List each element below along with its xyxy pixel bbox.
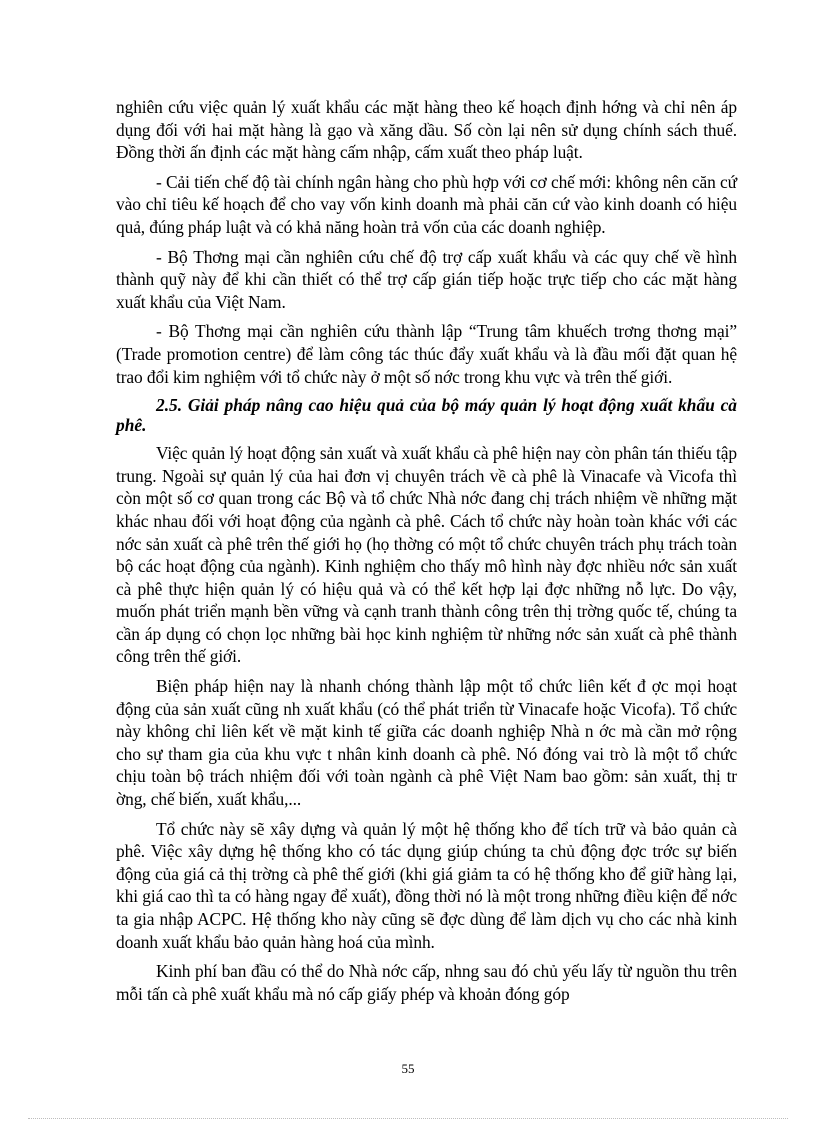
- page-body: [116, 96, 737, 1012]
- page-bottom-divider: [28, 1118, 788, 1119]
- section-heading-2-5: 2.5. Giải pháp nâng cao hiệu quả của bộ máy quản lý hoạt động xuất khẩu cà phê.: [116, 395, 737, 436]
- paragraph-warehouse-system: Tổ chức này sẽ xây dựng và quản lý một hệ thống kho để tích trữ và bảo quản cà phê. Việc xây dựng hệ thống kho có tác dụng giúp chúng ta chủ động đợc trớc sự biến động của giá cả thị trờng cà phê thế giới (khi giá giảm ta có hệ thống kho để giữ hàng lại, khi giá cao thì ta có hàng ngay để xuất), đồng thời nó là một trong những điều kiện để nớc ta gia nhập ACPC. Hệ thống kho này cũng sẽ đợc dùng để làm dịch vụ cho các nhà kinh doanh xuất khẩu bảo quản hàng hoá của mình.: [116, 818, 737, 952]
- paragraph-trade-promotion: - Bộ Thơng mại cần nghiên cứu thành lập “Trung tâm khuếch trơng thơng mại” (Trade promotion centre) để làm công tác thúc đẩy xuất khẩu và là đầu mối đặt quan hệ trao đổi kim nghiệm với tổ chức này ở một số nớc trong khu vực và trên thế giới.: [116, 321, 737, 387]
- paragraph-finance-reform: - Cải tiến chế độ tài chính ngân hàng cho phù hợp với cơ chế mới: không nên căn cứ vào chỉ tiêu kế hoạch để cho vay vốn kinh doanh mà phải căn cứ vào kinh doanh có hiệu quả, đúng pháp luật và có khả năng hoàn trả vốn của các doanh nghiệp.: [116, 171, 737, 237]
- paragraph-continuation: nghiên cứu việc quản lý xuất khẩu các mặt hàng theo kế hoạch định hớng và chỉ nên áp dụng đối với hai mặt hàng là gạo và xăng dầu. Số còn lại nên sử dụng chính sách thuế. Đồng thời ấn định các mặt hàng cấm nhập, cấm xuất theo pháp luật.: [116, 97, 737, 163]
- paragraph-funding: Kinh phí ban đầu có thể do Nhà nớc cấp, nhng sau đó chủ yếu lấy từ nguồn thu trên mỗi tấn cà phê xuất khẩu mà nó cấp giấy phép và khoản đóng góp: [116, 961, 737, 1004]
- page-number: 55: [401, 1061, 415, 1076]
- paragraph-export-subsidy: - Bộ Thơng mại cần nghiên cứu chế độ trợ cấp xuất khẩu và các quy chế về hình thành quỹ này để khi cần thiết có thể trợ cấp gián tiếp hoặc trực tiếp cho các mặt hàng xuất khẩu của Việt Nam.: [116, 246, 737, 312]
- paragraph-management-status: Việc quản lý hoạt động sản xuất và xuất khẩu cà phê hiện nay còn phân tán thiếu tập trung. Ngoài sự quản lý của hai đơn vị chuyên trách về cà phê là Vinacafe và Vicofa thì còn một số cơ quan trong các Bộ và tổ chức Nhà nớc đang chị trách nhiệm về những mặt khác nhau đối với hoạt động của ngành cà phê. Cách tổ chức này hoàn toàn khác với các nớc sản xuất cà phê trên thế giới họ (họ thờng có một tổ chức chuyên trách phụ trách toàn bộ các hoạt động của ngành). Kinh nghiệm cho thấy mô hình này đợc nhiều nớc sản xuất cà phê thực hiện quản lý có hiệu quả và có thể kết hợp lại đợc những nỗ lực. Do vậy, muốn phát triển mạnh bền vững và cạnh tranh thành công trên thị trờng quốc tế, chúng ta cần áp dụng có chọn lọc những bài học kinh nghiệm từ những nớc sản xuất cà phê thành công trên thế giới.: [116, 443, 737, 667]
- paragraph-measures: Biện pháp hiện nay là nhanh chóng thành lập một tổ chức liên kết đ ợc mọi hoạt động của sản xuất cũng nh xuất khẩu (có thể phát triển từ Vinacafe hoặc Vicofa). Tổ chức này không chỉ liên kết về mặt kinh tế giữa các doanh nghiệp Nhà n ớc mà cần mở rộng cho sự tham gia của khu vực t nhân kinh doanh cà phê. Nó đóng vai trò là một tổ chức chịu toàn bộ trách nhiệm đối với toàn ngành cà phê Việt Nam bao gồm: sản xuất, thị tr ờng, chế biến, xuất khẩu,...: [116, 676, 737, 810]
